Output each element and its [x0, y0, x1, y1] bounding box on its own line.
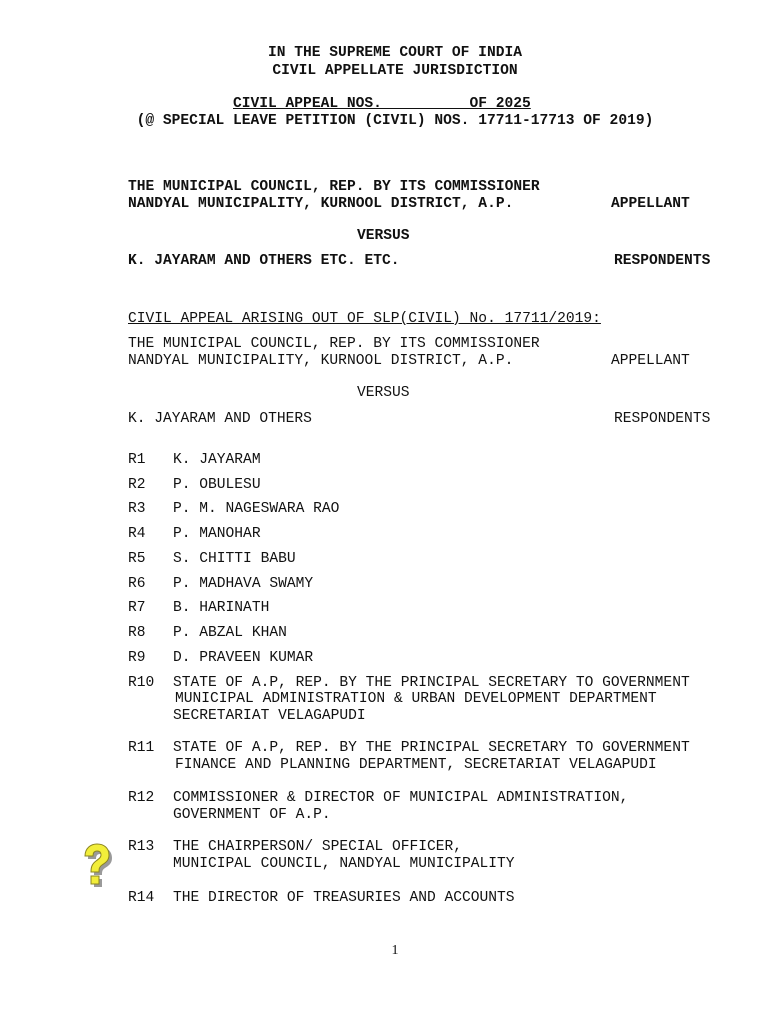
section-appellant-line-1: THE MUNICIPAL COUNCIL, REP. BY ITS COMMISSIONER — [128, 336, 540, 352]
section-appellant-line-2: NANDYAL MUNICIPALITY, KURNOOL DISTRICT, A.P. — [128, 353, 514, 369]
respondent-text: P. ABZAL KHAN — [173, 625, 287, 641]
respondent-number: R10 — [128, 675, 155, 691]
respondent-text: P. MANOHAR — [173, 526, 261, 542]
respondent-text: GOVERNMENT OF A.P. — [173, 807, 331, 823]
respondent-number: R9 — [128, 650, 146, 666]
respondent-number: R2 — [128, 477, 146, 493]
respondent-text: MUNICIPAL COUNCIL, NANDYAL MUNICIPALITY — [173, 856, 515, 872]
respondent-text: MUNICIPAL ADMINISTRATION & URBAN DEVELOPMENT DEPARTMENT — [175, 691, 657, 707]
respondent-text: D. PRAVEEN KUMAR — [173, 650, 314, 666]
respondent-text: THE CHAIRPERSON/ SPECIAL OFFICER, — [173, 839, 463, 855]
respondent-name: K. JAYARAM AND OTHERS ETC. ETC. — [128, 253, 400, 269]
appeal-section-title: CIVIL APPEAL ARISING OUT OF SLP(CIVIL) No. 17711/2019: — [128, 311, 601, 327]
respondent-number: R14 — [128, 890, 155, 906]
slp-reference: (@ SPECIAL LEAVE PETITION (CIVIL) NOS. 17711-17713 OF 2019) — [136, 113, 654, 129]
appellant-role: APPELLANT — [611, 196, 690, 212]
respondent-number: R7 — [128, 600, 146, 616]
versus-label: VERSUS — [357, 228, 410, 244]
respondent-number: R4 — [128, 526, 146, 542]
respondent-text: B. HARINATH — [173, 600, 270, 616]
respondent-number: R3 — [128, 501, 146, 517]
appellant-line-2: NANDYAL MUNICIPALITY, KURNOOL DISTRICT, A.P. — [128, 196, 514, 212]
respondent-text: STATE OF A.P, REP. BY THE PRINCIPAL SECRETARY TO GOVERNMENT — [173, 740, 690, 756]
respondent-text: P. OBULESU — [173, 477, 261, 493]
respondent-text: STATE OF A.P, REP. BY THE PRINCIPAL SECRETARY TO GOVERNMENT — [173, 675, 690, 691]
section-versus-label: VERSUS — [357, 385, 410, 401]
court-title: IN THE SUPREME COURT OF INDIA — [268, 45, 522, 61]
respondent-number: R6 — [128, 576, 146, 592]
section-appellant-role: APPELLANT — [611, 353, 690, 369]
respondent-number: R8 — [128, 625, 146, 641]
respondent-number: R13 — [128, 839, 155, 855]
respondent-text: SECRETARIAT VELAGAPUDI — [173, 708, 366, 724]
appellant-line-1: THE MUNICIPAL COUNCIL, REP. BY ITS COMMISSIONER — [128, 179, 540, 195]
respondent-text: P. M. NAGESWARA RAO — [173, 501, 340, 517]
page-number: 1 — [391, 943, 399, 958]
respondent-number: R1 — [128, 452, 146, 468]
appeal-numbers: CIVIL APPEAL NOS. OF 2025 — [233, 96, 531, 112]
question-mark-icon[interactable] — [78, 842, 118, 892]
respondent-text: S. CHITTI BABU — [173, 551, 296, 567]
respondent-role: RESPONDENTS — [614, 253, 711, 269]
section-respondent-name: K. JAYARAM AND OTHERS — [128, 411, 312, 427]
respondent-text: THE DIRECTOR OF TREASURIES AND ACCOUNTS — [173, 890, 515, 906]
jurisdiction-title: CIVIL APPELLATE JURISDICTION — [272, 63, 518, 79]
section-respondent-role: RESPONDENTS — [614, 411, 711, 427]
respondent-number: R12 — [128, 790, 155, 806]
respondent-text: K. JAYARAM — [173, 452, 261, 468]
respondent-text: COMMISSIONER & DIRECTOR OF MUNICIPAL ADMINISTRATION, — [173, 790, 629, 806]
respondent-number: R5 — [128, 551, 146, 567]
respondent-text: P. MADHAVA SWAMY — [173, 576, 314, 592]
respondent-number: R11 — [128, 740, 155, 756]
respondent-text: FINANCE AND PLANNING DEPARTMENT, SECRETARIAT VELAGAPUDI — [175, 757, 657, 773]
